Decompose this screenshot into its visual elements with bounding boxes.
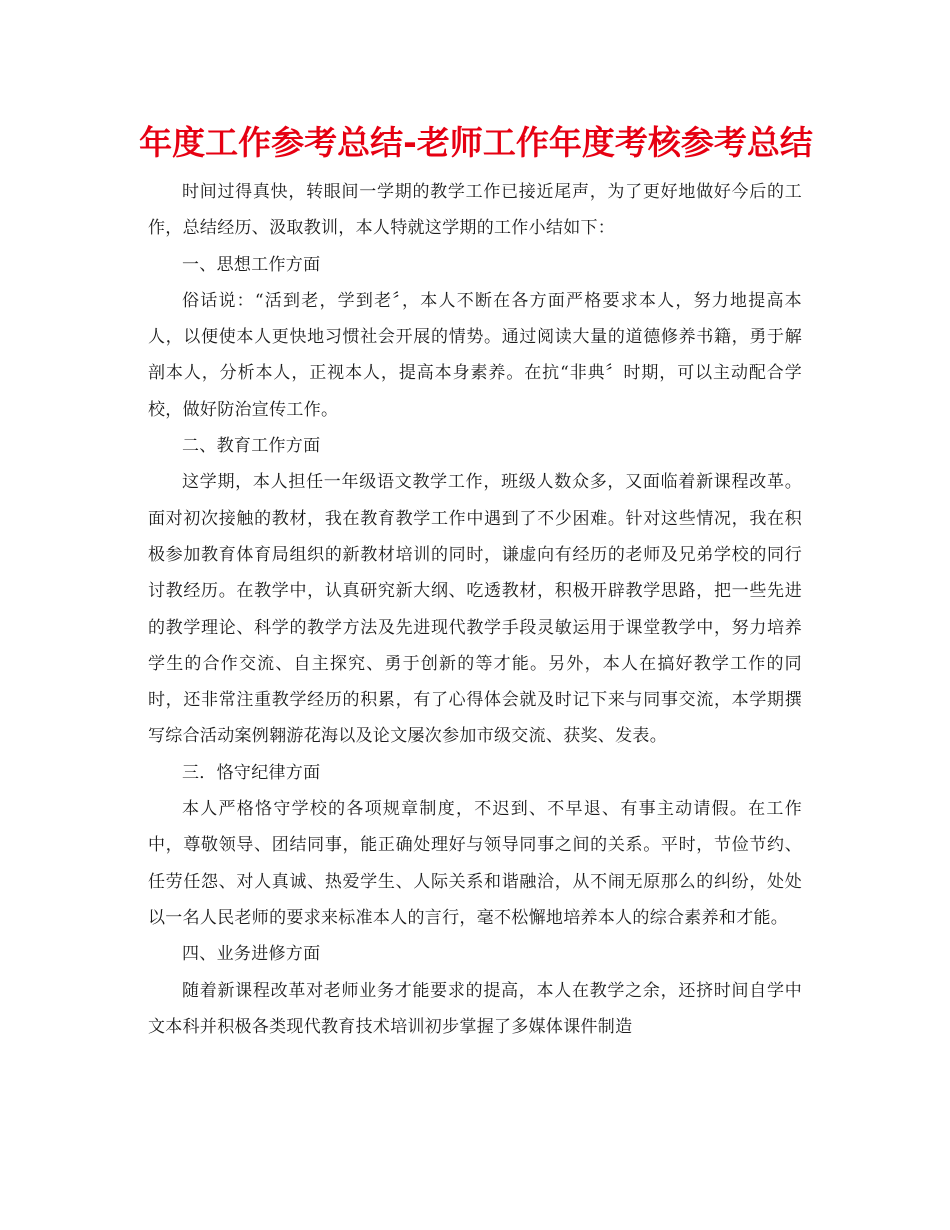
section-heading-education: 二、教育工作方面 — [182, 436, 321, 457]
section-heading-study: 四、业务进修方面 — [182, 944, 321, 965]
education-paragraph: 这学期，本人担任一年级语文教学工作，班级人数众多，又面临着新课程改革。面对初次接触的教材，我在教育教学工作中遇到了不少困难。针对这些情况，我在积极参加教育体育局组织的新教材培训的同时，谦虚向有经历的老师及兄弟学校的同行讨教经历。在教学中，认真研究新大纲、吃透教材，积极开辟教学思路，把一些先进的教学理论、科学的教学方法及先进现代教学手段灵敏运用于课堂教学中，努力培养学生的合作交流、自主探究、勇于创新的等才能。另外，本人在搞好教学工作的同时，还非常注重教学经历的积累，有了心得体会就及时记下来与同事交流，本学期撰写综合活动案例翱游花海以及论文屡次参加市级交流、获奖、发表。 — [148, 472, 802, 747]
study-paragraph: 随着新课程改革对老师业务才能要求的提高，本人在教学之余，还挤时间自学中文本科并积极各类现代教育技术培训初步掌握了多媒体课件制造 — [148, 980, 802, 1037]
document-page — [139, 118, 813, 1045]
section-heading-discipline: 三．恪守纪律方面 — [182, 762, 321, 783]
discipline-paragraph: 本人严格恪守学校的各项规章制度，不迟到、不早退、有事主动请假。在工作中，尊敬领导、团结同事，能正确处理好与领导同事之间的关系。平时，节俭节约、任劳任怨、对人真诚、热爱学生、人际关系和谐融洽，从不闹无原那么的纠纷，处处以一名人民老师的要求来标准本人的言行，毫不松懈地培养本人的综合素养和才能。 — [148, 799, 802, 928]
intro-paragraph: 时间过得真快，转眼间一学期的教学工作已接近尾声，为了更好地做好今后的工作，总结经历、汲取教训，本人特就这学期的工作小结如下： — [148, 182, 802, 239]
thought-paragraph: 俗话说：“活到老，学到老〞，本人不断在各方面严格要求本人，努力地提高本人，以便使本人更快地习惯社会开展的情势。通过阅读大量的道德修养书籍，勇于解剖本人，分析本人，正视本人，提高本身素养。在抗“非典〞时期，可以主动配合学校，做好防治宣传工作。 — [148, 290, 802, 420]
document-title: 年度工作参考总结-老师工作年度考核参考总结 — [139, 123, 813, 162]
section-heading-thought: 一、思想工作方面 — [182, 254, 321, 275]
